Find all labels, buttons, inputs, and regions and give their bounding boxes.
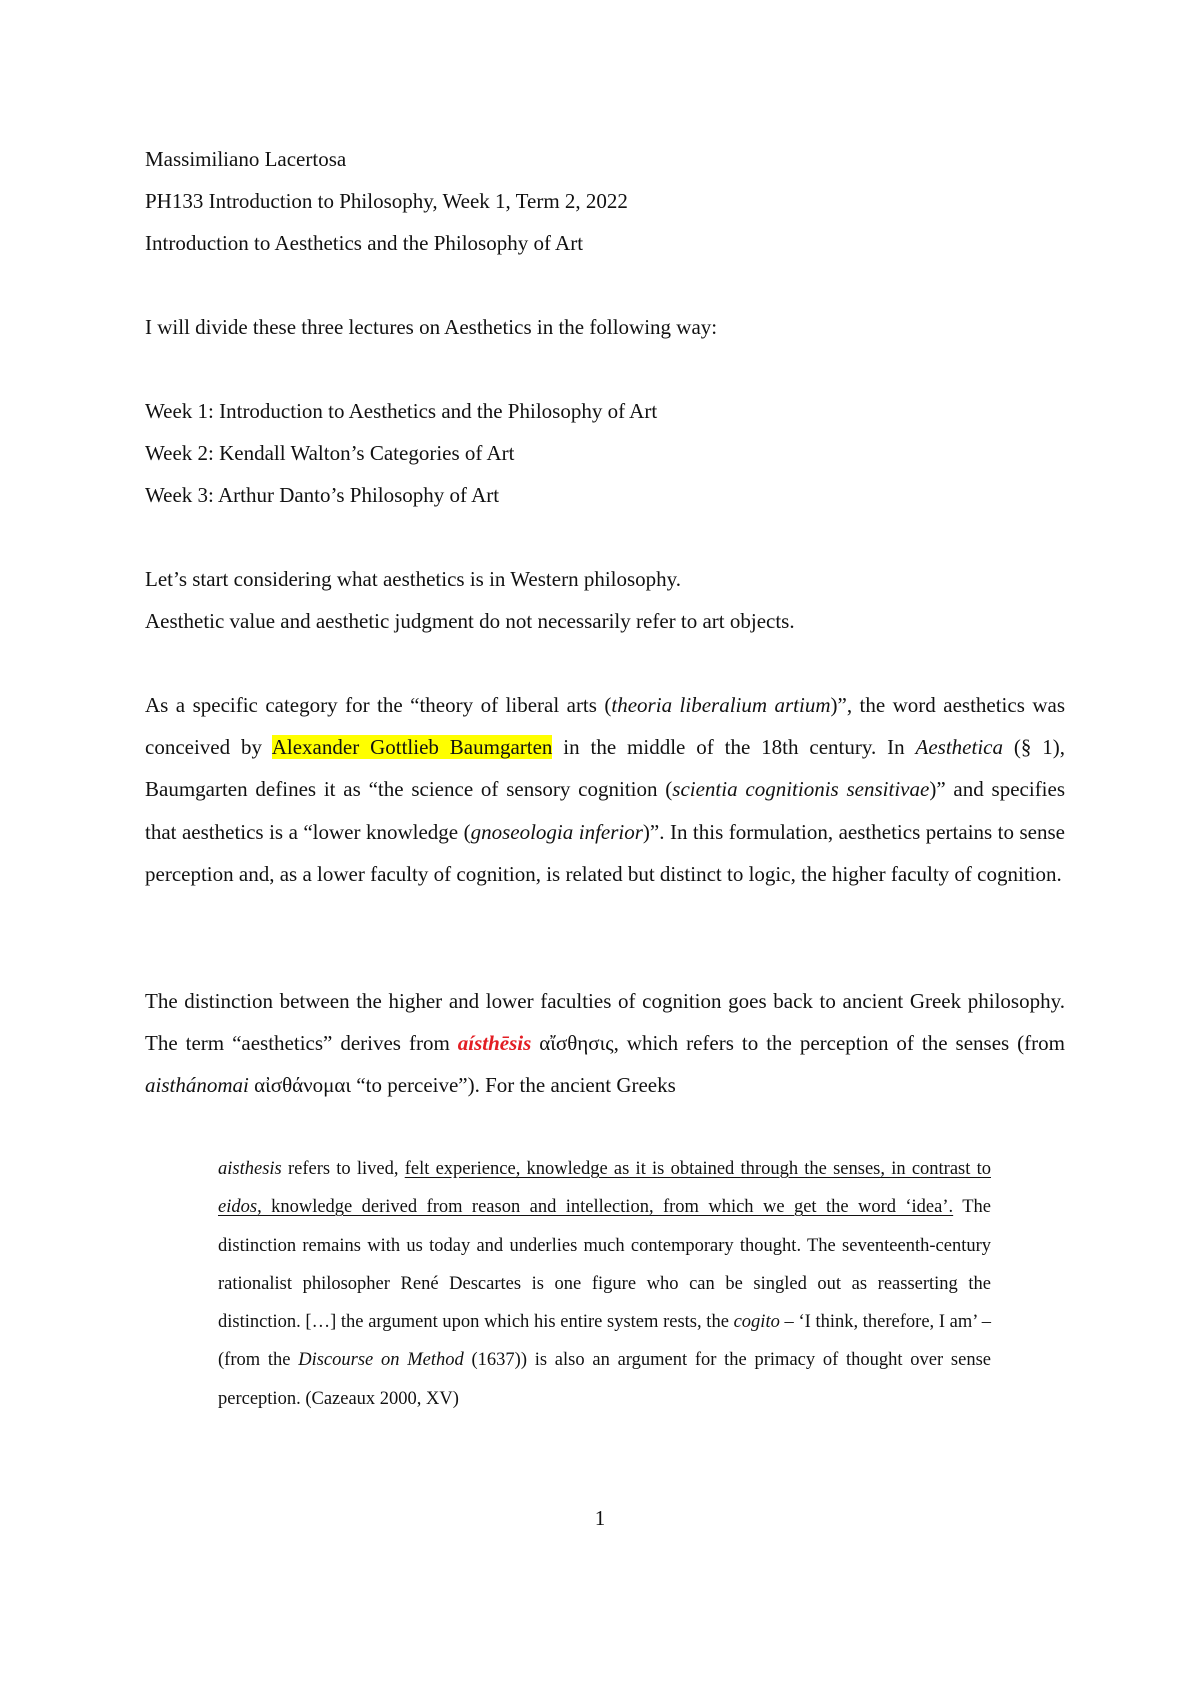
week-item-3: Week 3: Arthur Danto’s Philosophy of Art (145, 483, 500, 507)
gnoseologia-term: gnoseologia inferior (470, 819, 643, 844)
page-number: 1 (594, 1506, 606, 1530)
baumgarten-highlight: Alexander Gottlieb Baumgarten (271, 735, 553, 760)
author-name: Massimiliano Lacertosa (145, 147, 347, 171)
start-line-1: Let’s start considering what aesthetics is in Western philosophy. (145, 567, 682, 591)
aesthetica-title: Aesthetica (915, 735, 1003, 760)
underlined-passage: felt experience, knowledge as it is obtained through the senses, in contrast to eidos, knowledge derived from reason and intellection, from which we get the word ‘idea’. (218, 1159, 991, 1218)
baumgarten-paragraph: As a specific category for the “theory of liberal arts (theoria liberalium artium)”, the word aesthetics was conceived by Alexander Gottlieb Baumgarten in the middle of the 18th century. In Aesthetica (§ 1), Baumgarten defines it as “the science of sensory cognition (scientia cognitionis sensitivae)” and specifies that aesthetics is a “lower knowledge (gnoseologia inferior)”. In this formulation, aesthetics pertains to sense perception and, as a lower faculty of cognition, is related but distinct to logic, the higher faculty of cognition. (145, 693, 1066, 886)
discourse-title: Discourse on Method (298, 1350, 464, 1371)
greek-origin-paragraph: The distinction between the higher and lower faculties of cognition goes back to ancient Greek philosophy. The term “aesthetics” derives from aísthēsis αἴσθησις, which refers to the perception of the senses (from aisthánomai αἰσθάνομαι “to perceive”). For the ancient Greeks (145, 989, 1065, 1098)
theoria-term: theoria liberalium artium (611, 693, 831, 717)
cogito-term: cogito (733, 1312, 780, 1333)
aisthesis-red-term: aísthēsis (457, 1031, 532, 1056)
start-line-2: Aesthetic value and aesthetic judgment do not necessarily refer to art objects. (145, 609, 795, 633)
week-item-2: Week 2: Kendall Walton’s Categories of Art (145, 441, 515, 465)
scientia-term: scientia cognitionis sensitivae (672, 777, 930, 802)
document-title: Introduction to Aesthetics and the Philosophy of Art (145, 231, 584, 255)
aisthanomai-term: aisthánomai (145, 1073, 249, 1098)
intro-line: I will divide these three lectures on Aesthetics in the following way: (145, 315, 718, 339)
course-line: PH133 Introduction to Philosophy, Week 1, Term 2, 2022 (145, 189, 628, 213)
week-item-1: Week 1: Introduction to Aesthetics and the Philosophy of Art (145, 399, 658, 423)
block-quote: aisthesis refers to lived, felt experience, knowledge as it is obtained through the senses, in contrast to eidos, knowledge derived from reason and intellection, from which we get the word ‘idea’. The distinction remains with us today and underlies much contemporary thought. The seventeenth-century rationalist philosopher René Descartes is one figure who can be singled out as reasserting the distinction. […] the argument upon which his entire system rests, the cogito – ‘I think, therefore, I am’ – (from the Discourse on Method (1637)) is also an argument for the primacy of thought over sense perception. (Cazeaux 2000, XV) (218, 1159, 991, 1409)
